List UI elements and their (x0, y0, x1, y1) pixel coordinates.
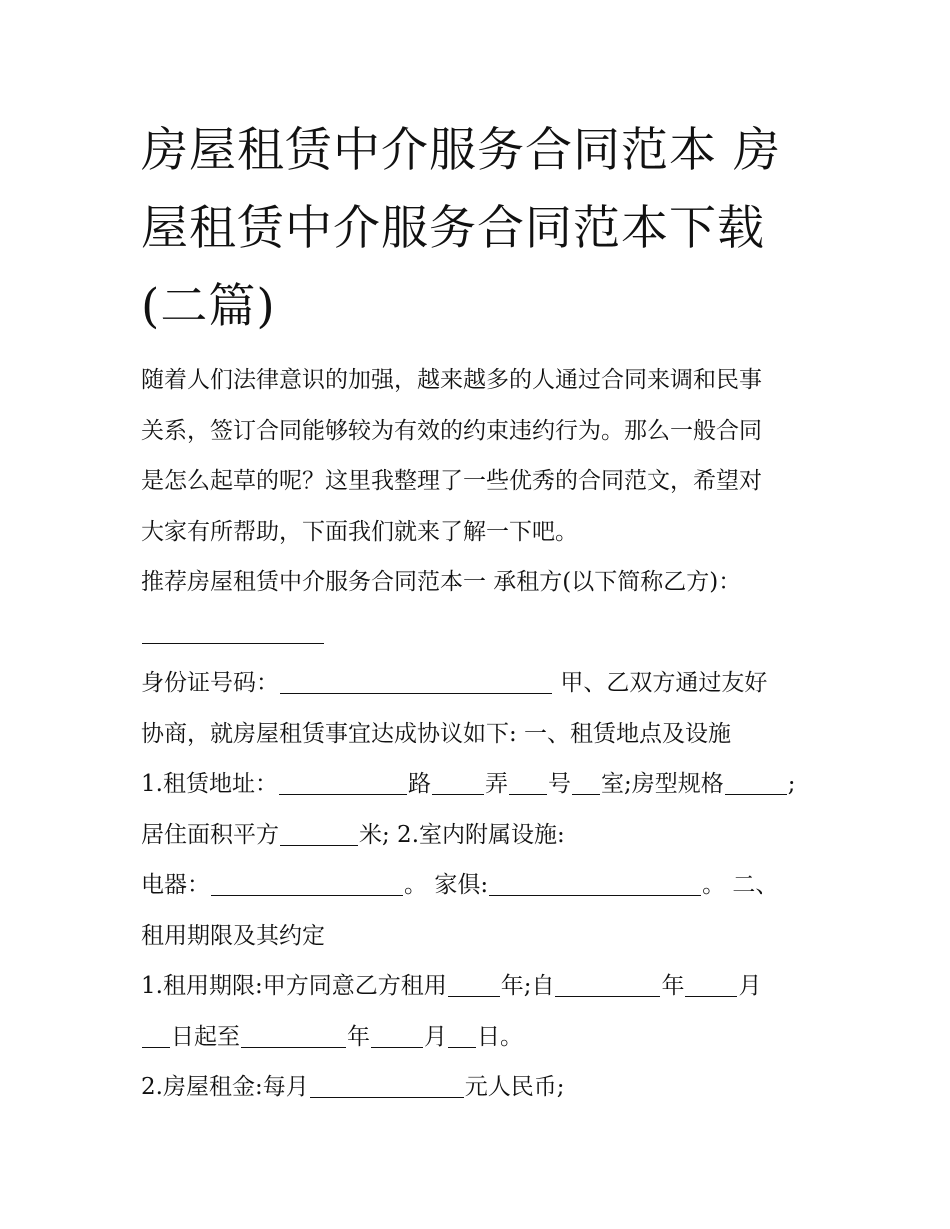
year-text: 年 (661, 973, 685, 999)
contract-heading: 推荐房屋租赁中介服务合同范本一 承租方(以下简称乙方)： (141, 569, 742, 595)
rent-tail: 元人民币; (464, 1074, 565, 1100)
year-from-text: 年;自 (500, 973, 555, 999)
title-line-2: 屋租赁中介服务合同范本下载 (141, 201, 765, 256)
road-text: 路 (407, 771, 431, 797)
area-label: 居住面积平方 (141, 821, 279, 848)
road-blank (279, 771, 407, 795)
title-line-3: (二篇) (141, 279, 276, 334)
appliance-label: 电器： (141, 872, 210, 898)
end-year-blank (241, 1024, 346, 1048)
year2-text: 年 (347, 1023, 370, 1050)
rent-blank (310, 1074, 464, 1098)
agreement-line: 协商，就房屋租赁事宜达成协议如下: 一、租赁地点及设施 (141, 720, 732, 747)
layout-blank (725, 771, 787, 795)
tenant-name-line (141, 608, 821, 659)
end-month-blank (371, 1024, 423, 1048)
term-label: 1.租用期限:甲方同意乙方租用 (141, 973, 447, 999)
facilities-line (141, 860, 821, 911)
room-blank (572, 771, 600, 795)
start-year-blank (555, 973, 660, 997)
start-month-blank (685, 973, 737, 997)
lane-text: 弄 (484, 771, 508, 797)
rent-label: 2.房屋租金:每月 (141, 1074, 309, 1100)
semicolon-text: ; (787, 771, 796, 797)
term-line-1 (141, 961, 821, 1012)
furniture-blank (489, 872, 701, 896)
area-blank (280, 822, 358, 846)
area-tail: 米; 2.室内附属设施: (359, 821, 565, 848)
years-blank (448, 973, 500, 997)
address-line (141, 759, 821, 810)
room-text: 室;房型规格 (600, 771, 724, 797)
period-mark: 。 (404, 872, 427, 898)
id-label: 身份证号码： (141, 670, 279, 696)
number-blank (509, 771, 547, 795)
month2-text: 月 (424, 1023, 447, 1050)
address-label: 1.租赁地址： (141, 771, 278, 797)
rent-line (141, 1062, 821, 1113)
intro-line-2: 关系，签订合同能够较为有效的约束违约行为。那么一般合同 (141, 417, 762, 444)
intro-line-3: 是怎么起草的呢？这里我整理了一些优秀的合同范文，希望对 (141, 468, 762, 494)
area-line (141, 810, 821, 861)
start-day-blank (142, 1024, 170, 1048)
id-tail: 甲、乙双方通过友好 (560, 670, 768, 696)
document-title (141, 112, 821, 346)
term-line-2 (141, 1012, 821, 1063)
id-number-blank (280, 670, 552, 694)
lane-blank (432, 771, 484, 795)
tenant-name-blank (142, 620, 324, 644)
furniture-label: 家俱: (434, 872, 489, 898)
day-from-to-text: 日起至 (171, 1023, 240, 1050)
section2-title: 租用期限及其约定 (141, 922, 325, 949)
day-end-text: 日。 (477, 1023, 523, 1050)
section2-lead: 。 二、 (702, 872, 779, 898)
intro-line-4: 大家有所帮助，下面我们就来了解一下吧。 (141, 518, 578, 545)
intro-line-1: 随着人们法律意识的加强，越来越多的人通过合同来调和民事 (141, 367, 762, 393)
title-line-1: 房屋租赁中介服务合同范本 房 (141, 123, 781, 178)
end-day-blank (448, 1024, 476, 1048)
month-text: 月 (738, 973, 762, 999)
number-text: 号 (547, 771, 571, 797)
appliance-blank (211, 872, 403, 896)
id-number-line (141, 658, 821, 709)
document-body (141, 355, 821, 1113)
